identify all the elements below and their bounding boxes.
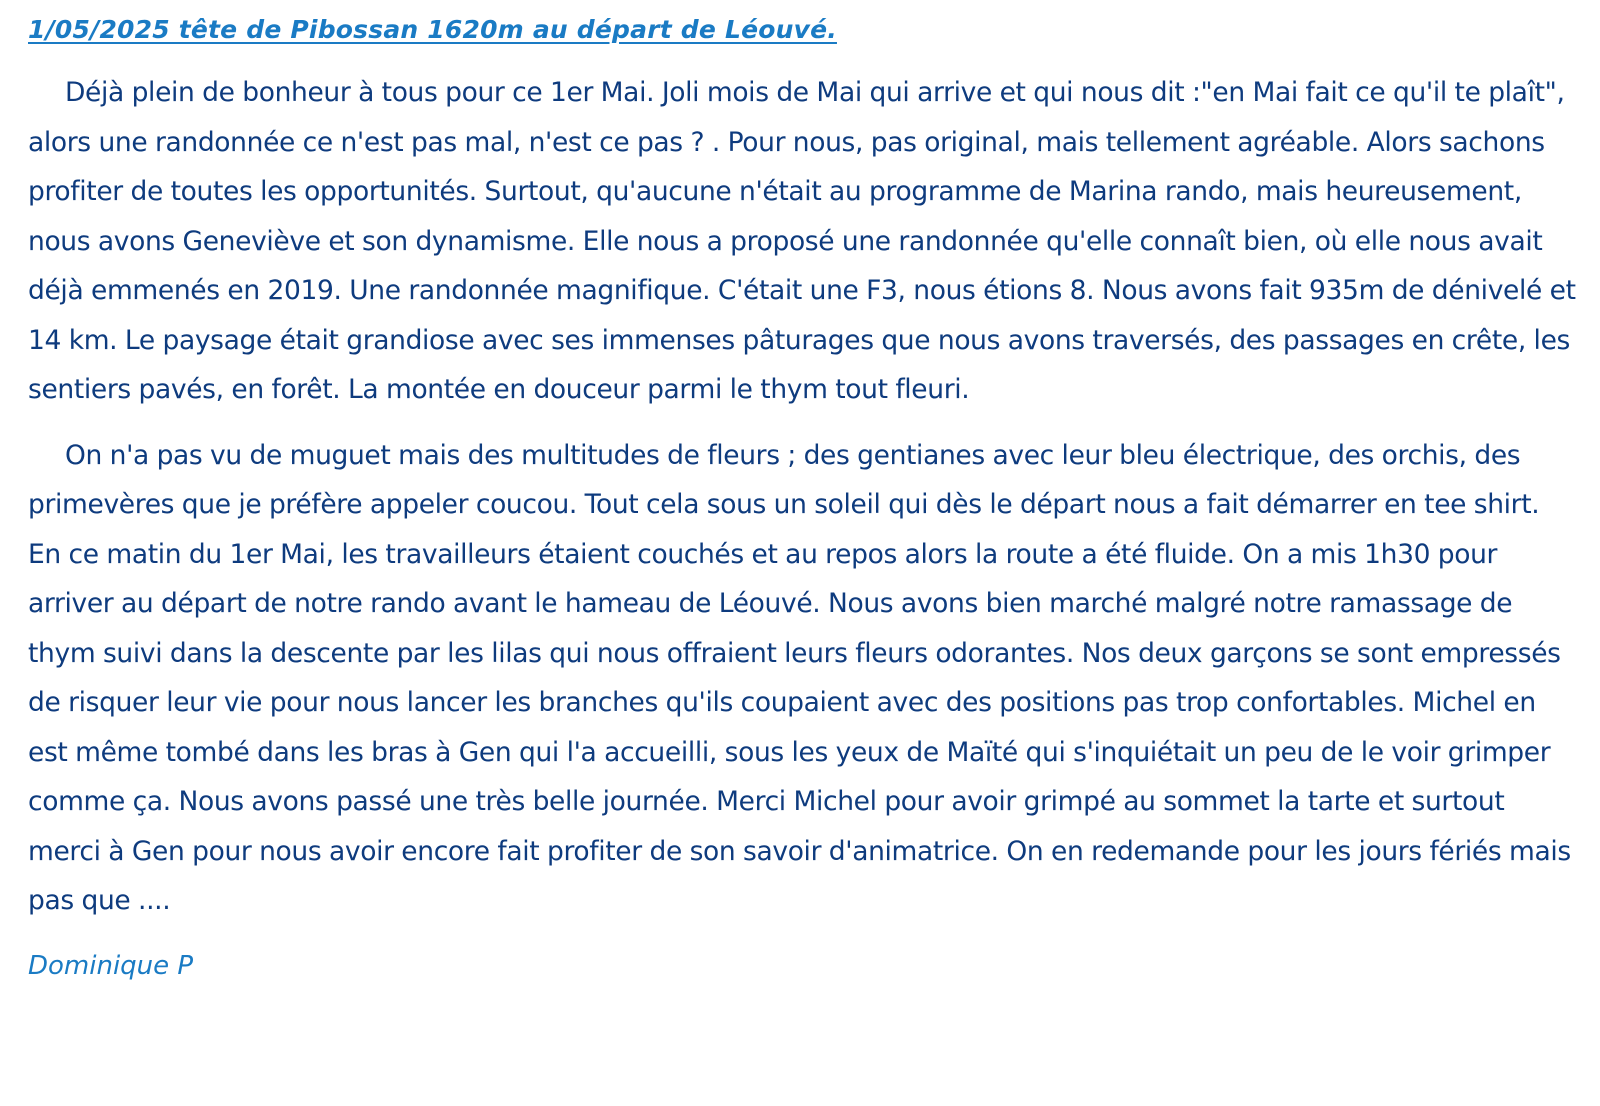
article-paragraph: Déjà plein de bonheur à tous pour ce 1er Mai. Joli mois de Mai qui arrive et qui nous dit :"en Mai fait ce qu'il te plaît", alors une randonnée ce n'est pas mal, n'est ce pas ? . Pour nous, pas original, mais tellement agréable. Alors sachons profiter de toutes les opportunités. Surtout, qu'aucune n'était au programme de Marina rando, mais heureusement, nous avons Geneviève et son dynamisme. Elle nous a proposé une randonnée qu'elle connaît bien, où elle nous avait déjà emmenés en 2019. Une randonnée magnifique. C'était une F3, nous étions 8. Nous avons fait 935m de dénivelé et 14 km. Le paysage était grandiose avec ses immenses pâturages que nous avons traversés, des passages en crête, les sentiers pavés, en forêt. La montée en douceur parmi le thym tout fleuri. (28, 77, 1576, 405)
article (28, 8, 1578, 986)
article-paragraph: On n'a pas vu de muguet mais des multitudes de fleurs ; des gentianes avec leur bleu électrique, des orchis, des primevères que je préfère appeler coucou. Tout cela sous un soleil qui dès le départ nous a fait démarrer en tee shirt. En ce matin du 1er Mai, les travailleurs étaient couchés et au repos alors la route a été fluide. On a mis 1h30 pour arriver au départ de notre rando avant le hameau de Léouvé. Nous avons bien marché malgré notre ramassage de thym suivi dans la descente par les lilas qui nous offraient leurs fleurs odorantes. Nos deux garçons se sont empressés de risquer leur vie pour nous lancer les branches qu'ils coupaient avec des positions pas trop confortables. Michel en est même tombé dans les bras à Gen qui l'a accueilli, sous les yeux de Maïté qui s'inquiétait un peu de le voir grimper comme ça. Nous avons passé une très belle journée. Merci Michel pour avoir grimpé au sommet la tarte et surtout merci à Gen pour nous avoir encore fait profiter de son savoir d'animatrice. On en redemande pour les jours fériés mais pas que .... (28, 439, 1571, 916)
article-title-link[interactable]: 1/05/2025 tête de Pibossan 1620m au départ de Léouvé. (28, 15, 837, 44)
author-signature: Dominique P (28, 950, 194, 981)
